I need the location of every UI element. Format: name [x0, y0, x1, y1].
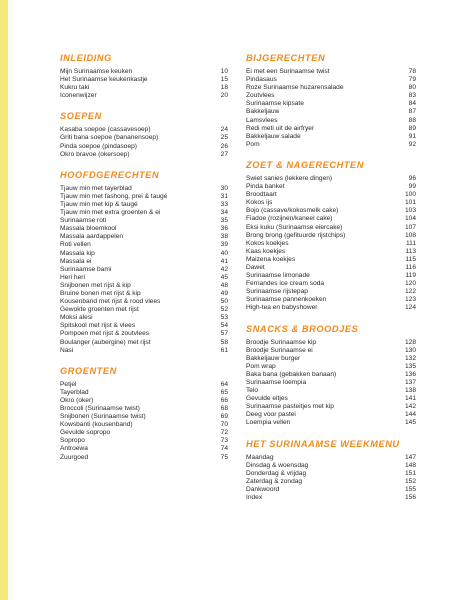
entry-page-number: 132	[404, 354, 416, 362]
entry-page-number: 155	[404, 485, 416, 493]
toc-section	[60, 52, 228, 100]
toc-entry[interactable]	[246, 355, 416, 363]
entry-title: Brong brong (gefituurde rijstchips)	[246, 231, 346, 239]
entry-page-number: 91	[408, 132, 416, 140]
entry-title: Boulanger (aubergine) met rijst	[60, 338, 151, 346]
toc-entry[interactable]	[60, 437, 228, 445]
toc-entry[interactable]	[60, 84, 228, 92]
toc-section	[246, 159, 416, 313]
toc-entry[interactable]	[60, 290, 228, 298]
entry-page-number: 36	[220, 225, 228, 233]
entry-page-number: 50	[220, 298, 228, 306]
entry-title: Kaas koekjes	[246, 247, 286, 255]
toc-entry[interactable]	[60, 339, 228, 347]
toc-entry[interactable]	[246, 183, 416, 191]
entry-title: Bruine bonen met rijst & kip	[60, 289, 141, 297]
toc-entry[interactable]	[60, 250, 228, 258]
toc-entry[interactable]	[246, 387, 416, 395]
entry-title: Iconenwijzer	[60, 92, 97, 100]
toc-entry[interactable]	[246, 395, 416, 403]
entry-title: Spitskool met rijst & vlees	[60, 322, 136, 330]
toc-entry[interactable]	[246, 92, 416, 100]
entry-page-number: 75	[220, 453, 228, 461]
entry-title: Maandag	[246, 453, 274, 461]
entry-page-number: 83	[408, 92, 416, 100]
entry-title: Loempia vellen	[246, 419, 291, 427]
entry-title: Petjel	[60, 380, 77, 388]
toc-entry[interactable]	[246, 470, 416, 478]
entry-page-number: 41	[220, 257, 228, 265]
entry-title: Lamsvlees	[246, 116, 278, 124]
entry-page-number: 68	[220, 405, 228, 412]
entry-page-number: 116	[405, 263, 416, 271]
toc-column-left	[60, 52, 228, 472]
toc-entry[interactable]	[60, 68, 228, 76]
entry-page-number: 123	[404, 296, 416, 304]
entry-page-number: 111	[405, 239, 416, 247]
toc-entry[interactable]	[246, 199, 416, 207]
toc-entry[interactable]	[60, 330, 228, 338]
entry-page-number: 45	[220, 273, 228, 281]
toc-entry[interactable]	[60, 389, 228, 397]
entry-page-number: 39	[220, 241, 228, 249]
entry-title: Surinaamse pannenkoeken	[246, 296, 327, 304]
entry-title: Broodje Surinaamse ei	[246, 346, 313, 354]
entry-title: Pom wrap	[246, 362, 276, 370]
entry-title: Pinda soepoe (pindasoep)	[60, 142, 137, 150]
toc-section	[60, 365, 228, 462]
toc-entry[interactable]	[60, 217, 228, 225]
entry-title: Bojo (cassave/kokosmelk cake)	[246, 207, 339, 215]
entry-title: Tayerblad	[60, 388, 89, 396]
entry-page-number: 113	[405, 247, 416, 255]
entry-page-number: 107	[404, 223, 416, 231]
entry-page-number: 124	[404, 304, 416, 312]
toc-entry[interactable]	[60, 266, 228, 274]
entry-page-number: 27	[220, 150, 228, 158]
entry-page-number: 30	[220, 184, 228, 192]
entry-page-number: 38	[220, 233, 228, 241]
entry-title: Gevulde sopropo	[60, 429, 111, 437]
toc-entry[interactable]	[246, 454, 416, 462]
entry-title: Surinaamse roti	[60, 217, 107, 225]
entry-page-number: 78	[408, 68, 416, 75]
toc-entry[interactable]	[60, 193, 228, 201]
entry-page-number: 58	[220, 338, 228, 346]
entry-page-number: 26	[220, 142, 228, 150]
entry-page-number: 130	[404, 346, 416, 354]
toc-section	[246, 52, 416, 149]
toc-entry[interactable]	[246, 125, 416, 133]
entry-title: Massala kip	[60, 249, 95, 257]
toc-entry[interactable]	[246, 272, 416, 280]
toc-entry[interactable]	[60, 397, 228, 405]
toc-entry[interactable]	[60, 92, 228, 100]
entry-title: Deeg voor pastei	[246, 411, 296, 419]
section-heading: SOEPEN	[60, 111, 102, 122]
entry-title: Dankwoord	[246, 485, 280, 493]
toc-entry[interactable]	[246, 224, 416, 232]
toc-entry[interactable]	[60, 76, 228, 84]
toc-section	[60, 169, 228, 355]
entry-page-number: 24	[220, 126, 228, 134]
entry-title: Roze Surinaamse huzarensalade	[246, 84, 344, 92]
entry-title: Kowsbanti (kousenband)	[60, 421, 133, 429]
toc-entry[interactable]	[246, 403, 416, 411]
entry-title: Baka bana (gebakken banaan)	[246, 370, 337, 378]
entry-title: Sopropo	[60, 437, 85, 445]
entry-title: Broodje Surinaamse kip	[246, 338, 317, 346]
entry-page-number: 57	[220, 330, 228, 338]
entry-page-number: 103	[404, 207, 416, 215]
entry-title: Moksi alesi	[60, 314, 93, 322]
entry-title: Index	[246, 494, 263, 502]
entry-title: Telo	[246, 387, 259, 395]
entry-page-number: 145	[404, 419, 416, 427]
entry-page-number: 100	[404, 191, 416, 199]
toc-entry[interactable]	[246, 296, 416, 304]
entry-title: Okro (oker)	[60, 396, 94, 404]
toc-entry[interactable]	[60, 405, 228, 413]
toc-entry[interactable]	[60, 233, 228, 241]
entry-page-number: 66	[220, 396, 228, 404]
entry-title: Tjauw min met kip & taugé	[60, 200, 138, 208]
entry-title: Heri heri	[60, 273, 85, 281]
section-heading: INLEIDING	[60, 53, 112, 63]
entry-page-number: 89	[408, 124, 416, 132]
entry-page-number: 142	[404, 403, 416, 411]
toc-entry[interactable]	[246, 191, 416, 199]
entry-page-number: 104	[404, 215, 416, 223]
entry-page-number: 54	[220, 322, 228, 330]
entry-title: Tjauw min met fashong, prei & taugé	[60, 192, 168, 200]
entry-page-number: 92	[408, 140, 416, 148]
entry-title: Surinaamse rijstepap	[246, 288, 308, 296]
entry-page-number: 40	[220, 249, 228, 257]
entry-title: Zoutvlees	[246, 92, 275, 100]
entry-title: Surinaamse kipsate	[246, 100, 304, 108]
entry-page-number: 48	[220, 281, 228, 289]
entry-page-number: 88	[408, 116, 416, 124]
entry-page-number: 74	[220, 445, 228, 453]
toc-entry[interactable]	[246, 363, 416, 371]
entry-page-number: 120	[404, 280, 416, 288]
entry-page-number: 20	[220, 92, 228, 100]
entry-title: Pom	[246, 140, 260, 148]
toc-section	[60, 110, 228, 158]
entry-title: Gevulde eitjes	[246, 395, 288, 403]
entry-title: Griti bana soepoe (bananensoep)	[60, 134, 159, 142]
toc-entry[interactable]	[246, 133, 416, 141]
entry-page-number: 108	[404, 231, 416, 239]
toc-entry[interactable]	[60, 282, 228, 290]
toc-entry[interactable]	[60, 151, 228, 159]
toc-entry[interactable]	[246, 339, 416, 347]
entry-title: Surinaamse loempia	[246, 379, 307, 386]
toc-entry[interactable]	[246, 108, 416, 116]
entry-title: Snijbonen (Surinaamse twist)	[60, 413, 146, 421]
entry-page-number: 136	[404, 370, 416, 378]
entry-page-number: 144	[404, 411, 416, 419]
toc-entry[interactable]	[60, 322, 228, 330]
toc-entry[interactable]	[246, 486, 416, 494]
toc-entry[interactable]	[246, 84, 416, 92]
entry-page-number: 18	[220, 84, 228, 92]
entry-page-number: 101	[404, 199, 416, 207]
entry-page-number: 33	[220, 200, 228, 208]
toc-entry[interactable]	[246, 478, 416, 486]
toc-entry[interactable]	[60, 185, 228, 193]
section-heading: SNACKS & BROODJES	[246, 323, 359, 334]
toc-entry[interactable]	[246, 240, 416, 248]
entry-page-number: 65	[220, 388, 228, 396]
toc-entry[interactable]	[60, 225, 228, 233]
entry-title: Kukru taki	[60, 84, 90, 92]
entry-title: Kokos koekjes	[246, 239, 289, 247]
entry-page-number: 84	[408, 100, 416, 108]
entry-page-number: 99	[408, 183, 416, 191]
toc-entry[interactable]	[60, 274, 228, 282]
entry-title: Broccoli (Surinaamse twist)	[60, 405, 140, 412]
toc-entry[interactable]	[60, 429, 228, 437]
entry-title: High-tea en babyshower	[246, 304, 318, 312]
section-heading: GROENTEN	[60, 365, 117, 376]
entry-title: Fiadoe (rozijnen/kaneel cake)	[246, 215, 333, 223]
entry-title: Massala bloemkool	[60, 225, 117, 233]
toc-section	[246, 438, 416, 503]
toc-entry[interactable]	[60, 241, 228, 249]
entry-page-number: 148	[404, 461, 416, 469]
entry-title: Pompoen met rijst & zoutvlees	[60, 330, 150, 338]
toc-entry[interactable]	[246, 462, 416, 470]
entry-page-number: 52	[220, 306, 228, 314]
toc-entry[interactable]	[246, 288, 416, 296]
toc-entry[interactable]	[60, 134, 228, 142]
entry-page-number: 73	[220, 437, 228, 445]
toc-entry[interactable]	[246, 419, 416, 427]
entry-page-number: 151	[404, 469, 416, 477]
entry-title: Tjauw min met tayerblad	[60, 184, 132, 192]
toc-entry[interactable]	[60, 201, 228, 209]
entry-title: Okro bravoe (okersoep)	[60, 150, 130, 158]
toc-entry[interactable]	[60, 143, 228, 151]
entry-page-number: 80	[408, 84, 416, 92]
page-edge-stripe	[0, 0, 8, 600]
toc-entry[interactable]	[246, 264, 416, 272]
entry-title: Massala ei	[60, 257, 92, 265]
entry-page-number: 35	[220, 217, 228, 225]
toc-entry[interactable]	[60, 445, 228, 453]
section-heading: ZOET & NAGERECHTEN	[246, 159, 364, 170]
entry-page-number: 119	[405, 272, 416, 280]
toc-entry[interactable]	[246, 256, 416, 264]
toc-entry[interactable]	[246, 411, 416, 419]
section-heading: HET SURINAAMSE WEEKMENU	[246, 438, 400, 449]
entry-title: Pindasaus	[246, 76, 277, 84]
entry-title: Bakkeljauw burger	[246, 354, 301, 362]
entry-page-number: 49	[220, 289, 228, 297]
entry-page-number: 15	[220, 76, 228, 84]
entry-page-number: 70	[220, 421, 228, 429]
entry-page-number: 156	[404, 494, 416, 502]
entry-page-number: 141	[404, 395, 416, 403]
entry-title: Bakkeljauw	[246, 108, 280, 116]
toc-entry[interactable]	[60, 381, 228, 389]
toc-entry[interactable]	[246, 304, 416, 312]
entry-title: Snijbonen met rijst & kip	[60, 281, 131, 289]
entry-title: Antroewa	[60, 445, 88, 453]
toc-entry[interactable]	[60, 314, 228, 322]
entry-title: Maizena koekjes	[246, 255, 296, 263]
entry-title: Roti vellen	[60, 241, 91, 249]
entry-title: Kokos ijs	[246, 199, 273, 207]
entry-title: Mijn Surinaamse keuken	[60, 68, 133, 75]
section-heading: HOOFDGERECHTEN	[60, 169, 160, 180]
entry-title: Kasaba soepoe (cassavesoep)	[60, 126, 151, 134]
toc-entry[interactable]	[246, 76, 416, 84]
section-heading: BIJGERECHTEN	[246, 53, 326, 63]
entry-title: Fernandes ice cream soda	[246, 280, 325, 288]
entry-page-number: 42	[220, 265, 228, 273]
entry-title: Surinaamse limonade	[246, 272, 310, 280]
entry-title: Nasi	[60, 346, 74, 354]
toc-entry[interactable]	[246, 207, 416, 215]
toc-entry[interactable]	[246, 347, 416, 355]
entry-title: Dinsdag & woensdag	[246, 461, 309, 469]
toc-entry[interactable]	[246, 248, 416, 256]
toc-entry[interactable]	[60, 126, 228, 134]
toc-entry[interactable]	[246, 371, 416, 379]
entry-page-number: 72	[220, 429, 228, 437]
table-of-contents-page	[14, 0, 471, 600]
toc-entry[interactable]	[60, 454, 228, 462]
toc-section	[246, 323, 416, 428]
toc-entry[interactable]	[246, 215, 416, 223]
entry-page-number: 137	[404, 379, 416, 386]
entry-page-number: 69	[220, 413, 228, 421]
entry-page-number: 115	[405, 255, 416, 263]
entry-title: Surinaamse bami	[60, 265, 112, 273]
entry-page-number: 135	[404, 362, 416, 370]
toc-entry[interactable]	[246, 117, 416, 125]
entry-title: Zuurgoed	[60, 453, 89, 461]
entry-page-number: 87	[408, 108, 416, 116]
entry-title: Broodtaart	[246, 191, 277, 199]
toc-entry[interactable]	[60, 347, 228, 355]
toc-entry[interactable]	[60, 258, 228, 266]
entry-page-number: 147	[404, 453, 416, 461]
entry-page-number: 10	[220, 68, 228, 75]
entry-page-number: 64	[220, 380, 228, 388]
entry-title: Pinda banket	[246, 183, 285, 191]
entry-page-number: 79	[408, 76, 416, 84]
toc-entry[interactable]	[246, 141, 416, 149]
toc-entry[interactable]	[246, 175, 416, 183]
entry-title: Bakkeljauw salade	[246, 132, 301, 140]
entry-title: Massala aardappelen	[60, 233, 124, 241]
entry-title: Surinaamse pasteitjes met kip	[246, 403, 334, 411]
toc-entry[interactable]	[246, 379, 416, 387]
entry-page-number: 138	[404, 387, 416, 395]
toc-entry[interactable]	[246, 232, 416, 240]
entry-title: Tjauw min met extra groenten & ei	[60, 209, 161, 217]
toc-entry[interactable]	[60, 306, 228, 314]
toc-column-right	[246, 52, 416, 512]
entry-page-number: 122	[404, 288, 416, 296]
entry-title: Ei met een Surinaamse twist	[246, 68, 330, 75]
entry-page-number: 61	[220, 346, 228, 354]
toc-entry[interactable]	[246, 280, 416, 288]
entry-page-number: 96	[408, 174, 416, 182]
entry-title: Kousenband met rijst & rood vlees	[60, 298, 161, 306]
entry-title: Donderdag & vrijdag	[246, 469, 307, 477]
toc-entry[interactable]	[60, 298, 228, 306]
toc-entry[interactable]	[246, 494, 416, 502]
entry-title: Gewokte groenten met rijst	[60, 306, 139, 314]
entry-page-number: 53	[220, 314, 228, 322]
toc-entry[interactable]	[60, 413, 228, 421]
entry-page-number: 128	[404, 338, 416, 346]
entry-page-number: 25	[220, 134, 228, 142]
entry-page-number: 34	[220, 209, 228, 217]
entry-page-number: 31	[220, 192, 228, 200]
entry-page-number: 152	[404, 477, 416, 485]
entry-title: Redi meti uit de airfryer	[246, 124, 315, 132]
entry-title: Het Surinaamse keukenkastje	[60, 76, 148, 84]
toc-entry[interactable]	[246, 100, 416, 108]
entry-title: Swiet sanies (lekkere dingen)	[246, 174, 333, 182]
entry-title: Dawet	[246, 263, 265, 271]
entry-title: Eksi kuku (Surinaamse eiercake)	[246, 223, 343, 231]
entry-title: Zaterdag & zondag	[246, 477, 303, 485]
toc-entry[interactable]	[60, 209, 228, 217]
toc-entry[interactable]	[246, 68, 416, 76]
toc-entry[interactable]	[60, 421, 228, 429]
